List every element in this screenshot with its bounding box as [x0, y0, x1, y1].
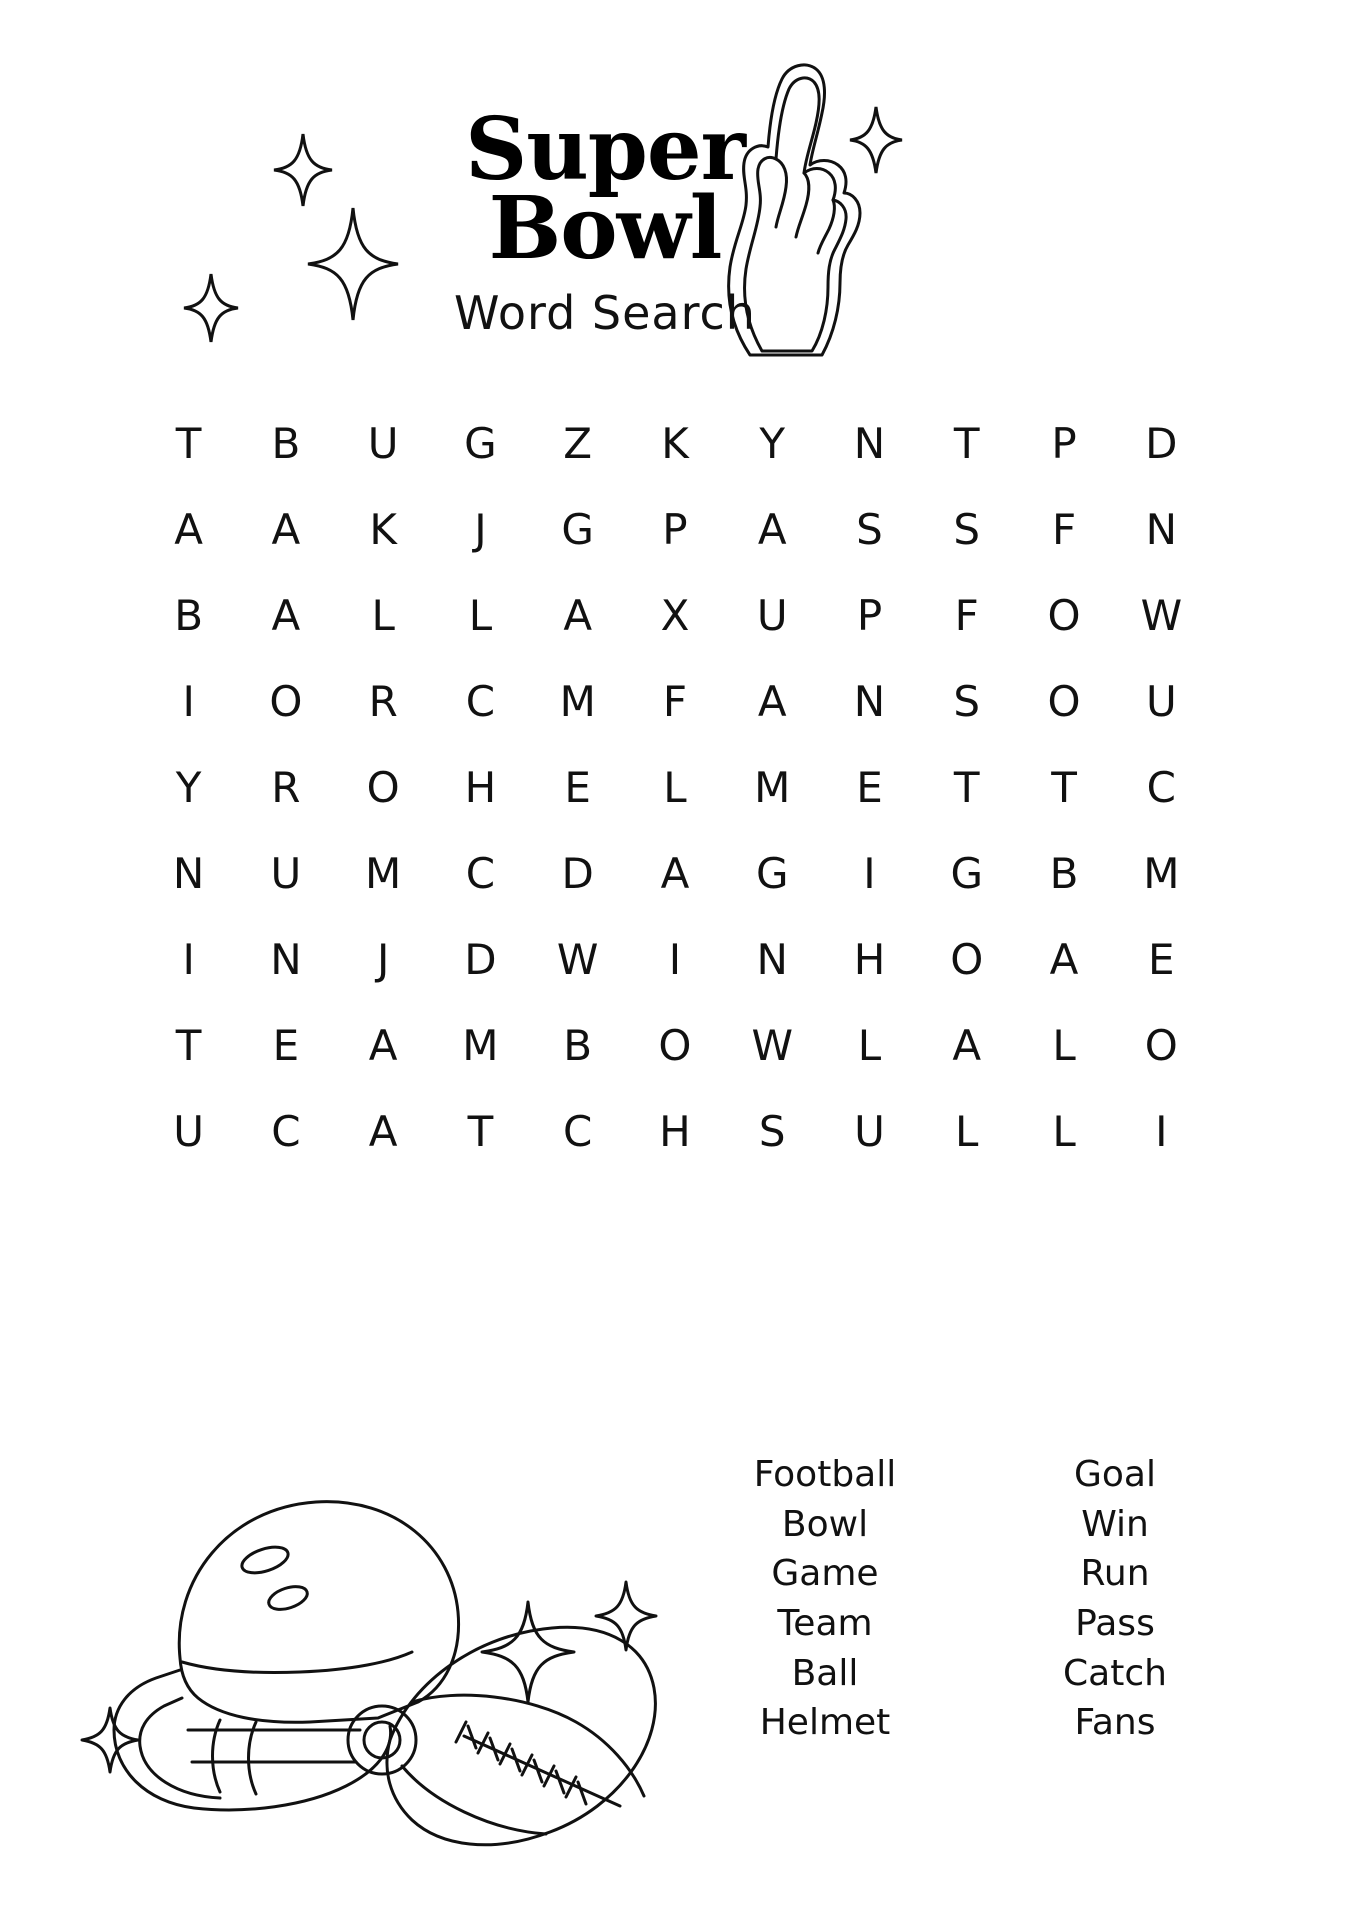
grid-cell: N	[756, 934, 788, 984]
grid-cell: O	[269, 676, 303, 726]
grid-cell: D	[1145, 418, 1178, 468]
grid-cell: R	[368, 676, 398, 726]
grid-cell: U	[1145, 676, 1177, 726]
grid-cell: P	[1051, 418, 1077, 468]
grid-cell: Z	[563, 418, 593, 468]
grid-cell: J	[474, 504, 487, 554]
grid-cell: N	[853, 418, 886, 468]
grid-cell: T	[175, 1020, 202, 1070]
grid-cell: Y	[175, 762, 202, 812]
word-search-grid	[140, 400, 1210, 1174]
grid-row	[140, 830, 1210, 916]
grid-cell: I	[863, 848, 876, 898]
grid-cell: A	[757, 504, 787, 554]
football-helmet-icon	[114, 1502, 459, 1810]
word-list-item: Ball	[791, 1652, 859, 1694]
grid-cell: U	[756, 590, 788, 640]
page-header	[0, 0, 1350, 400]
grid-cell: N	[853, 676, 886, 726]
grid-cell: E	[856, 762, 883, 812]
grid-cell: A	[368, 1106, 398, 1156]
grid-row	[140, 658, 1210, 744]
grid-cell: J	[376, 934, 390, 984]
grid-cell: O	[658, 1020, 692, 1070]
grid-cell: A	[757, 676, 787, 726]
grid-cell: I	[1155, 1106, 1168, 1156]
grid-cell: P	[856, 590, 883, 640]
grid-cell: F	[954, 590, 979, 640]
grid-cell: W	[751, 1020, 793, 1070]
grid-cell: L	[857, 1020, 882, 1070]
grid-cell: H	[659, 1106, 691, 1156]
grid-cell: T	[953, 418, 980, 468]
grid-cell: G	[755, 848, 789, 898]
grid-cell: B	[563, 1020, 593, 1070]
grid-cell: H	[464, 762, 497, 812]
grid-cell: F	[1051, 504, 1077, 554]
grid-cell: E	[564, 762, 591, 812]
grid-cell: U	[173, 1106, 204, 1156]
grid-cell: G	[950, 848, 984, 898]
grid-cell: O	[1144, 1020, 1178, 1070]
grid-cell: A	[1049, 934, 1079, 984]
bottom-artwork	[60, 1430, 720, 1860]
letter-grid-table	[140, 400, 1210, 1174]
page-title-line-2: Bowl	[488, 178, 722, 280]
word-list-column-left	[700, 1450, 950, 1748]
grid-cell: C	[465, 676, 496, 726]
grid-cell: T	[953, 762, 980, 812]
word-list-item: Bowl	[781, 1503, 869, 1545]
grid-cell: W	[1140, 590, 1183, 640]
grid-cell: F	[662, 676, 688, 726]
grid-cell: R	[271, 762, 301, 812]
grid-cell: L	[468, 590, 493, 640]
sparkle-icon	[182, 272, 240, 344]
grid-cell: S	[758, 1106, 786, 1156]
grid-cell: C	[465, 848, 496, 898]
grid-cell: H	[853, 934, 886, 984]
grid-cell: B	[174, 590, 204, 640]
grid-cell: E	[272, 1020, 300, 1070]
word-list-item: Goal	[1074, 1454, 1156, 1495]
grid-cell: A	[660, 848, 690, 898]
sparkle-icon	[596, 1582, 656, 1650]
grid-cell: A	[563, 590, 593, 640]
grid-row	[140, 1002, 1210, 1088]
sparkle-icon	[272, 132, 334, 208]
grid-cell: X	[660, 590, 690, 640]
grid-cell: M	[754, 762, 791, 812]
word-list-item: Win	[1081, 1503, 1149, 1545]
grid-cell: B	[1049, 848, 1079, 898]
grid-row	[140, 1088, 1210, 1174]
grid-cell: L	[371, 590, 395, 640]
grid-cell: L	[1052, 1106, 1076, 1156]
grid-cell: M	[365, 848, 402, 898]
grid-cell: D	[561, 848, 594, 898]
grid-cell: S	[953, 504, 981, 554]
page-title-line-1: Super	[465, 99, 745, 200]
sparkle-icon	[82, 1708, 138, 1772]
grid-cell: A	[271, 590, 301, 640]
grid-cell: O	[950, 934, 984, 984]
word-list-item: Game	[771, 1553, 879, 1595]
grid-cell: U	[367, 418, 399, 468]
grid-cell: O	[366, 762, 400, 812]
grid-cell: W	[556, 934, 599, 984]
grid-cell: I	[182, 676, 195, 726]
grid-cell: M	[559, 676, 596, 726]
grid-row	[140, 400, 1210, 486]
word-list-item: Pass	[1075, 1603, 1155, 1645]
grid-cell: L	[1052, 1020, 1076, 1070]
grid-cell: A	[271, 504, 301, 554]
grid-cell: N	[1145, 504, 1178, 554]
grid-row	[140, 744, 1210, 830]
grid-cell: B	[271, 418, 301, 468]
grid-row	[140, 916, 1210, 1002]
football-icon	[387, 1627, 655, 1844]
grid-cell: N	[270, 934, 302, 984]
letter-grid-body	[140, 400, 1210, 1174]
word-list-item: Helmet	[759, 1702, 891, 1744]
page-subtitle: Word Search	[454, 286, 756, 341]
grid-cell: S	[953, 676, 981, 726]
grid-cell: E	[1148, 934, 1175, 984]
word-list	[700, 1450, 1300, 1748]
grid-cell: K	[661, 418, 689, 468]
grid-cell: L	[663, 762, 687, 812]
grid-cell: I	[668, 934, 682, 984]
grid-cell: T	[1051, 762, 1077, 812]
grid-cell: U	[270, 848, 302, 898]
sparkle-icon	[482, 1602, 574, 1702]
word-list-item: Fans	[1074, 1702, 1156, 1744]
grid-cell: P	[662, 504, 688, 554]
grid-cell: K	[369, 504, 397, 554]
title-block	[390, 99, 820, 341]
grid-cell: S	[856, 504, 883, 554]
grid-cell: I	[182, 934, 195, 984]
grid-cell: M	[1143, 848, 1180, 898]
grid-cell: A	[952, 1020, 982, 1070]
sparkle-icon	[305, 205, 401, 323]
grid-cell: A	[174, 504, 203, 554]
grid-cell: M	[462, 1020, 499, 1070]
grid-cell: Y	[759, 418, 786, 468]
grid-cell: G	[561, 504, 594, 554]
grid-cell: C	[271, 1106, 301, 1156]
word-list-column-right	[990, 1450, 1240, 1748]
grid-cell: T	[175, 418, 202, 468]
grid-cell: T	[467, 1106, 494, 1156]
grid-cell: O	[1047, 676, 1081, 726]
grid-row	[140, 486, 1210, 572]
word-list-item: Run	[1080, 1553, 1150, 1595]
grid-cell: A	[368, 1020, 398, 1070]
word-list-item: Football	[753, 1454, 897, 1495]
grid-row	[140, 572, 1210, 658]
grid-cell: O	[1047, 590, 1081, 640]
word-list-item: Team	[777, 1603, 873, 1645]
grid-cell: C	[563, 1106, 593, 1156]
word-list-item: Catch	[1063, 1652, 1167, 1694]
grid-cell: G	[464, 418, 497, 468]
grid-cell: D	[464, 934, 497, 984]
grid-cell: L	[955, 1106, 979, 1156]
grid-cell: N	[172, 848, 205, 898]
grid-cell: C	[1146, 762, 1176, 812]
grid-cell: U	[854, 1106, 885, 1156]
